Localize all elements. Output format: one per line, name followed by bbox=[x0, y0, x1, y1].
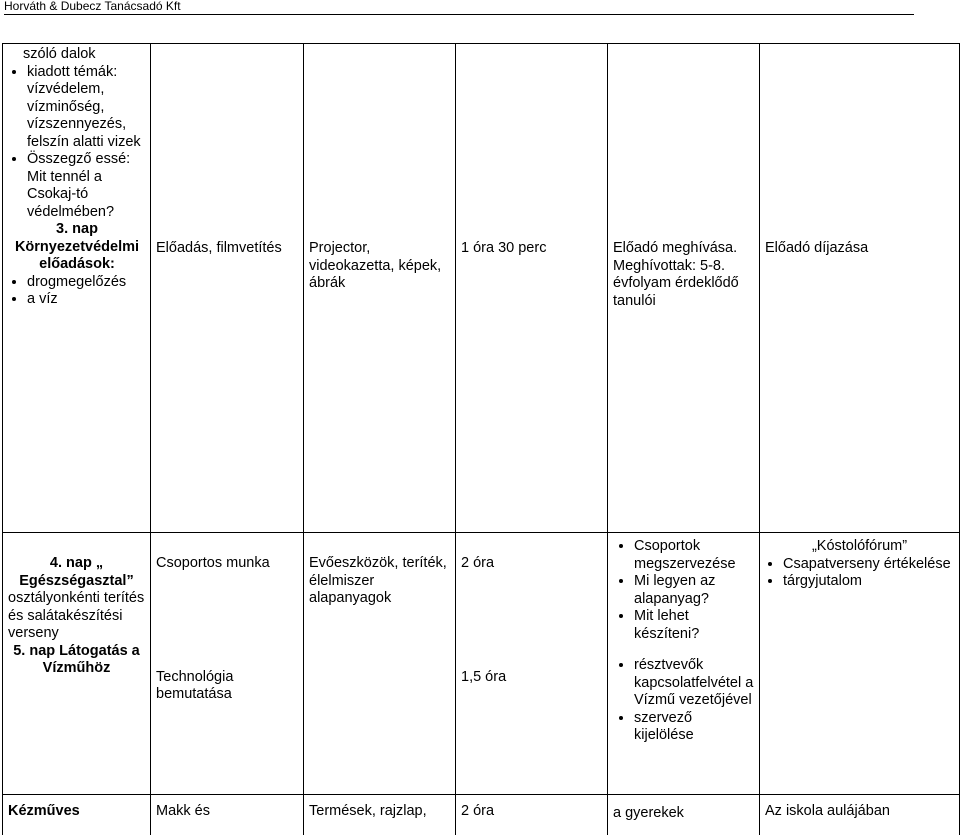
tools-cell bbox=[304, 795, 456, 835]
list-item: • Összegző essé: Mit tennél a Csokaj-tó védelmében? bbox=[27, 151, 145, 221]
activity-cell bbox=[3, 533, 151, 795]
tools-text: Projector, videokazetta, képek, ábrák bbox=[309, 240, 450, 293]
method-cell bbox=[151, 533, 304, 795]
duration-text: 2 óra bbox=[461, 803, 602, 821]
duration-text: 2 óra bbox=[461, 555, 602, 573]
notes-cell bbox=[760, 533, 960, 795]
bullet-list bbox=[765, 556, 954, 591]
day-description: osztályonkénti terítés és salátakészítési verseny bbox=[8, 590, 145, 643]
list-item: • Mit lehet készíteni? bbox=[634, 608, 754, 643]
day-title: 3. nap Környezetvédelmi előadások: bbox=[9, 221, 145, 274]
list-item: • drogmegelőzés bbox=[27, 274, 145, 292]
list-item: • szervező kijelölése bbox=[634, 710, 754, 745]
tools-cell bbox=[304, 44, 456, 533]
notes-text: Előadó díjazása bbox=[765, 240, 954, 258]
company-name: Horváth & Dubecz Tanácsadó Kft bbox=[4, 0, 181, 13]
table-row bbox=[3, 44, 960, 533]
organization-cell bbox=[608, 533, 760, 795]
duration-cell bbox=[456, 44, 608, 533]
method-text: Makk és bbox=[156, 803, 298, 821]
tools-text: Evőeszközök, teríték, élelmiszer alapanyagok bbox=[309, 555, 450, 608]
list-item: • Csapatverseny értékelése bbox=[783, 556, 954, 574]
notes-cell bbox=[760, 44, 960, 533]
bullet-list bbox=[9, 274, 145, 309]
day-title: 4. nap „ Egészségasztal” bbox=[8, 555, 145, 590]
table-row bbox=[3, 533, 960, 795]
method-text: Csoportos munka bbox=[156, 555, 298, 573]
list-item: • tárgyjutalom bbox=[783, 573, 954, 591]
activity-cell bbox=[3, 795, 151, 835]
tools-text: Termések, rajzlap, bbox=[309, 803, 450, 821]
bullet-list bbox=[616, 538, 754, 643]
day-title: 5. nap Látogatás a Vízműhöz bbox=[8, 643, 145, 678]
method-text: Előadás, filmvetítés bbox=[156, 240, 298, 258]
organization-text: Előadó meghívása. Meghívottak: 5-8. évfolyam érdeklődő tanulói bbox=[613, 240, 754, 310]
program-table bbox=[2, 43, 960, 835]
method-cell bbox=[151, 44, 304, 533]
bullet-list bbox=[616, 657, 754, 745]
table-row bbox=[3, 795, 960, 835]
notes-text: Az iskola aulájában bbox=[765, 803, 954, 821]
tools-cell bbox=[304, 533, 456, 795]
activity-cell bbox=[3, 44, 151, 533]
bullet-list bbox=[9, 64, 145, 222]
list-item: • a víz bbox=[27, 291, 145, 309]
duration-cell bbox=[456, 533, 608, 795]
notes-cell bbox=[760, 795, 960, 835]
duration-text: 1,5 óra bbox=[461, 669, 602, 687]
continued-text: szóló dalok bbox=[23, 46, 145, 64]
method-cell bbox=[151, 795, 304, 835]
method-text: Technológia bemutatása bbox=[156, 669, 298, 704]
list-item: • Csoportok megszervezése bbox=[634, 538, 754, 573]
organization-cell bbox=[608, 44, 760, 533]
page-header bbox=[4, 0, 914, 15]
list-item: • Mi legyen az alapanyag? bbox=[634, 573, 754, 608]
notes-title: „Kóstolófórum” bbox=[765, 538, 954, 556]
organization-cell bbox=[608, 795, 760, 835]
day-title: Kézműves bbox=[8, 803, 145, 821]
organization-text: a gyerekek bbox=[613, 805, 754, 823]
list-item: • kiadott témák: vízvédelem, vízminőség, vízszennyezés, felszín alatti vizek bbox=[27, 64, 145, 152]
duration-text: 1 óra 30 perc bbox=[461, 240, 602, 258]
list-item: • résztvevők kapcsolatfelvétel a Vízmű vezetőjével bbox=[634, 657, 754, 710]
duration-cell bbox=[456, 795, 608, 835]
